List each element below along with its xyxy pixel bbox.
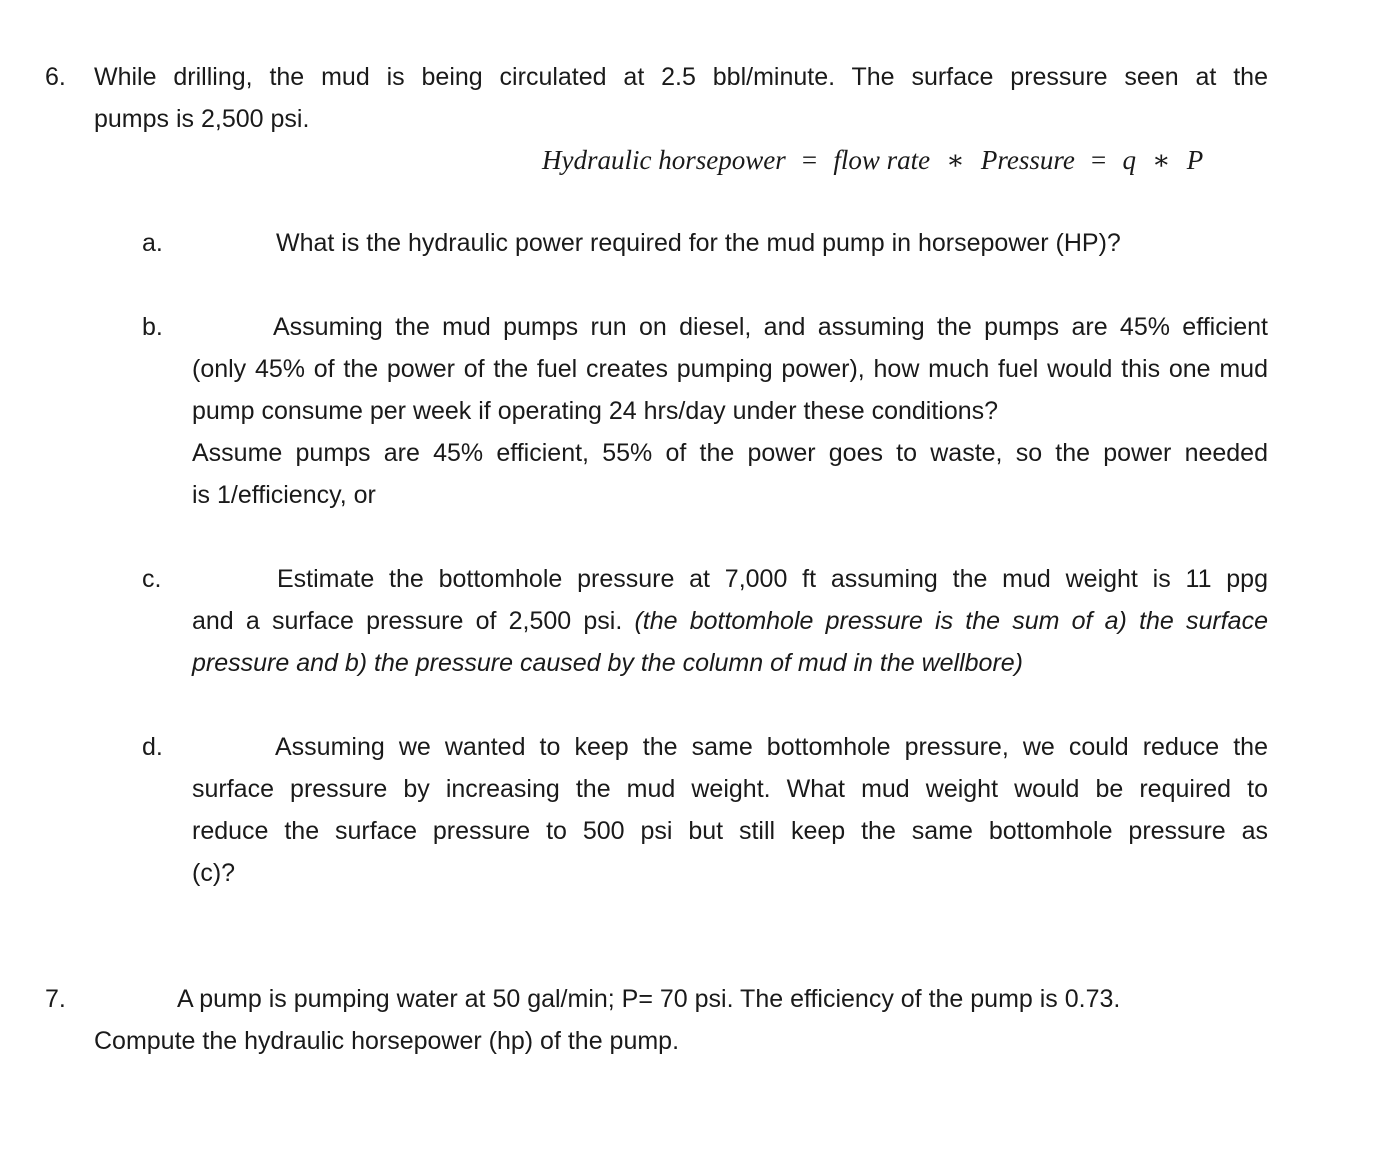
part-d-line-3: reduce the surface pressure to 500 psi but still keep the same bottomhole pressure as (192, 817, 1268, 845)
question-7-line-1: A pump is pumping water at 50 gal/min; P= 70 psi. The efficiency of the pump is 0.73. (177, 985, 1121, 1013)
formula-times-2: ∗ (1152, 145, 1171, 175)
part-d-letter: d. (142, 733, 163, 761)
formula-lhs: Hydraulic horsepower (542, 145, 786, 175)
question-6-number: 6. (45, 63, 66, 91)
part-a-letter: a. (142, 229, 163, 257)
part-b-line-5: is 1/efficiency, or (192, 481, 376, 509)
part-c-line-2-plain: and a surface pressure of 2,500 psi. (192, 607, 635, 635)
part-c-line-3: pressure and b) the pressure caused by the column of mud in the wellbore) (192, 649, 1024, 677)
part-d-line-4: (c)? (192, 859, 236, 887)
part-b-line-4: Assume pumps are 45% efficient, 55% of the power goes to waste, so the power needed (192, 439, 1268, 467)
part-b-line-1: Assuming the mud pumps run on diesel, and assuming the pumps are 45% efficient (273, 313, 1268, 341)
hydraulic-horsepower-formula (542, 139, 1203, 181)
part-a-text: What is the hydraulic power required for the mud pump in horsepower (HP)? (276, 229, 1121, 257)
question-6-line-1: While drilling, the mud is being circulated at 2.5 bbl/minute. The surface pressure seen at the (94, 63, 1268, 91)
formula-equals-2: = (1091, 145, 1107, 175)
formula-pressure: Pressure (980, 145, 1075, 175)
part-b-letter: b. (142, 313, 163, 341)
part-c-letter: c. (142, 565, 162, 593)
formula-q: q (1122, 145, 1136, 175)
formula-times-1: ∗ (946, 145, 965, 175)
question-6-line-2: pumps is 2,500 psi. (94, 105, 310, 133)
part-d-line-1: Assuming we wanted to keep the same bottomhole pressure, we could reduce the (275, 733, 1268, 761)
formula-flow-rate: flow rate (833, 145, 931, 175)
part-c-line-2 (192, 600, 1268, 642)
question-7-number: 7. (45, 985, 66, 1013)
part-c-line-2-italic: (the bottomhole pressure is the sum of a) the surface (634, 607, 1268, 635)
formula-equals-1: = (801, 145, 818, 175)
part-b-body: (only 45% of the power of the fuel creates pumping power), how much fuel would this one mud pump consume per week if operating 24 hrs/day under these conditions? (192, 355, 1268, 425)
formula-p: P (1186, 145, 1204, 175)
part-c-line-1: Estimate the bottomhole pressure at 7,000 ft assuming the mud weight is 11 ppg (277, 565, 1268, 593)
question-7-line-2: Compute the hydraulic horsepower (hp) of the pump. (94, 1027, 680, 1055)
part-d-line-2: surface pressure by increasing the mud weight. What mud weight would be required to (192, 775, 1268, 803)
